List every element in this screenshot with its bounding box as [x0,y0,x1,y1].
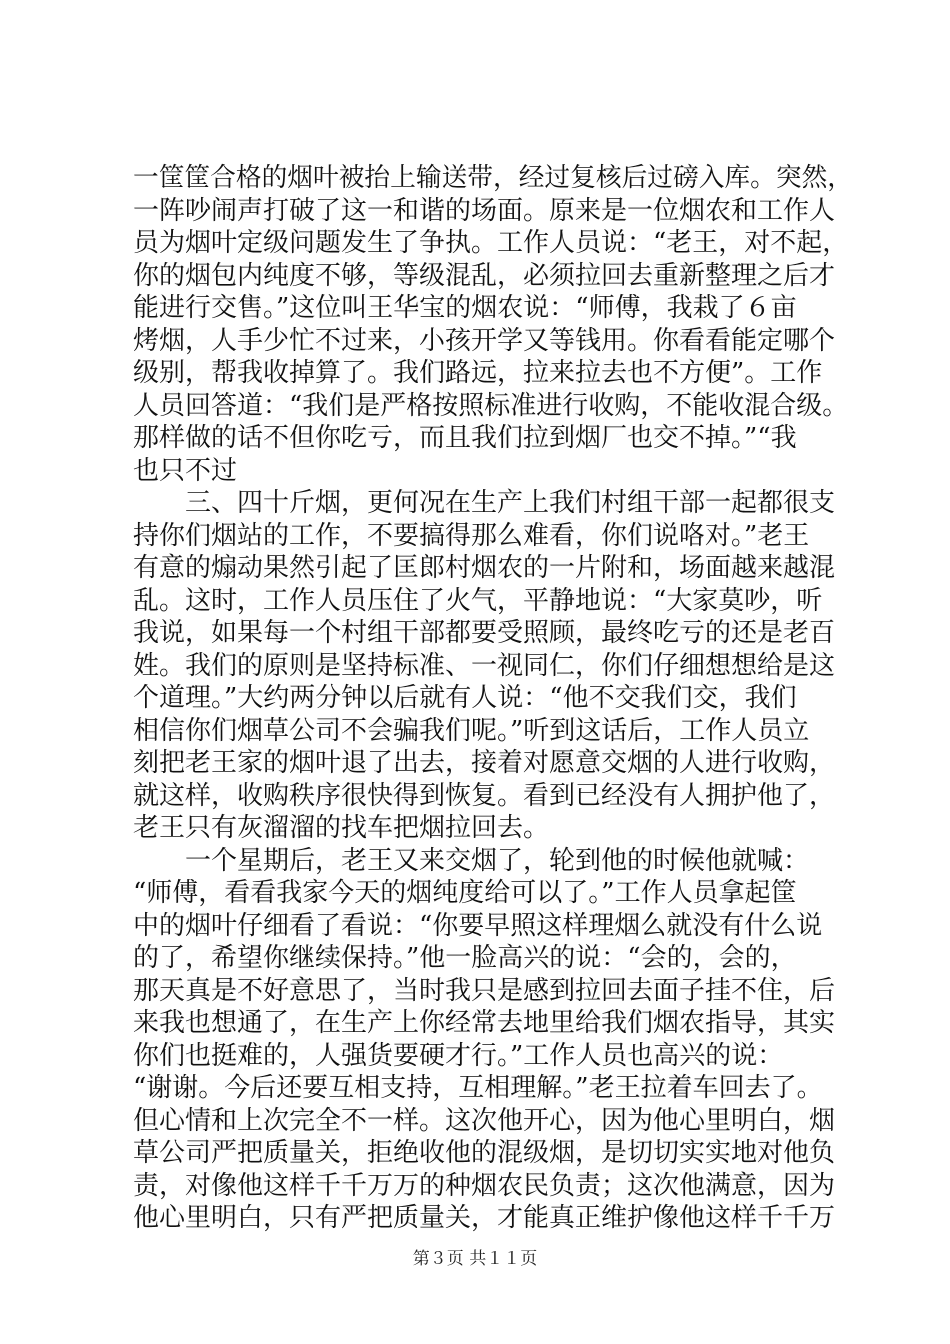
text-line: 他心里明白，只有严把质量关，才能真正维护像他这样千千万 [133,1203,836,1233]
text-line: 烤烟，人手少忙不过来，小孩开学又等钱用。你看看能定哪个 [133,325,836,356]
text-line: “师傅，看看我家今天的烟纯度给可以了。”工作人员拿起筐 [133,878,797,908]
page-footer: 第３页 共１１页 [412,1249,538,1269]
text-line: 的了，希望你继续保持。”他一脸高兴的说：“会的，会的， [133,943,797,973]
text-line: 草公司严把质量关，拒绝收他的混级烟，是切切实实地对他负 [133,1138,836,1168]
text-line: 那天真是不好意思了，当时我只是感到拉回去面子挂不住，后 [133,975,836,1006]
text-line: 持你们烟站的工作，不要搞得那么难看，你们说咯对。”老王 [133,520,810,551]
text-line: 一个星期后，老王又来交烟了，轮到他的时候他就喊： [133,845,810,876]
body-text [133,162,853,1235]
text-line: 责，对像他这样千千万万的种烟农民负责；这次他满意，因为 [133,1170,836,1201]
text-line: 来我也想通了，在生产上你经常去地里给我们烟农指导，其实 [133,1008,836,1038]
text-line: 相信你们烟草公司不会骗我们呢。”听到这话后，工作人员立 [133,715,810,746]
text-line: 员为烟叶定级问题发生了争执。工作人员说：“老王，对不起， [133,228,849,258]
text-line: “谢谢。今后还要互相支持，互相理解。”老王拉着车回去了。 [133,1073,823,1103]
text-line: 三、四十斤烟，更何况在生产上我们村组干部一起都很支 [133,488,836,518]
text-line: 乱。这时，工作人员压住了火气，平静地说：“大家莫吵，听 [133,585,823,616]
text-line: 刻把老王家的烟叶退了出去，接着对愿意交烟的人进行收购， [133,748,836,778]
text-line: 但心情和上次完全不一样。这次他开心，因为他心里明白，烟 [133,1105,836,1136]
text-line: 一筐筐合格的烟叶被抬上输送带，经过复核后过磅入库。突然， [133,163,854,193]
text-line: 老王只有灰溜溜的找车把烟拉回去。 [133,813,550,843]
text-line: 姓。我们的原则是坚持标准、一视同仁，你们仔细想想给是这 [133,650,836,681]
text-line: 就这样，收购秩序很快得到恢复。看到已经没有人拥护他了， [133,780,836,811]
text-line: 人员回答道：“我们是严格按照标准进行收购，不能收混合级。 [133,390,849,421]
text-line: 能进行交售。”这位叫王华宝的烟农说：“师傅，我栽了６亩 [133,293,797,323]
text-line: 也只不过 [133,455,238,486]
text-line: 你的烟包内纯度不够，等级混乱，必须拉回去重新整理之后才 [133,260,836,291]
text-line: 个道理。”大约两分钟以后就有人说：“他不交我们交，我们 [133,683,797,713]
text-line: 我说，如果每一个村组干部都要受照顾，最终吃亏的还是老百 [133,618,836,648]
text-line: 中的烟叶仔细看了看说：“你要早照这样理烟么就没有什么说 [133,910,823,941]
text-line: 级别，帮我收掉算了。我们路远，拉来拉去也不方便”。工作 [133,358,823,388]
text-line: 你们也挺难的，人强货要硬才行。”工作人员也高兴的说： [133,1040,784,1071]
text-line: 那样做的话不但你吃亏，而且我们拉到烟厂也交不掉。”“我 [133,423,797,453]
text-line: 有意的煽动果然引起了匡郎村烟农的一片附和，场面越来越混 [133,553,836,583]
text-line: 一阵吵闹声打破了这一和谐的场面。原来是一位烟农和工作人 [133,195,836,226]
